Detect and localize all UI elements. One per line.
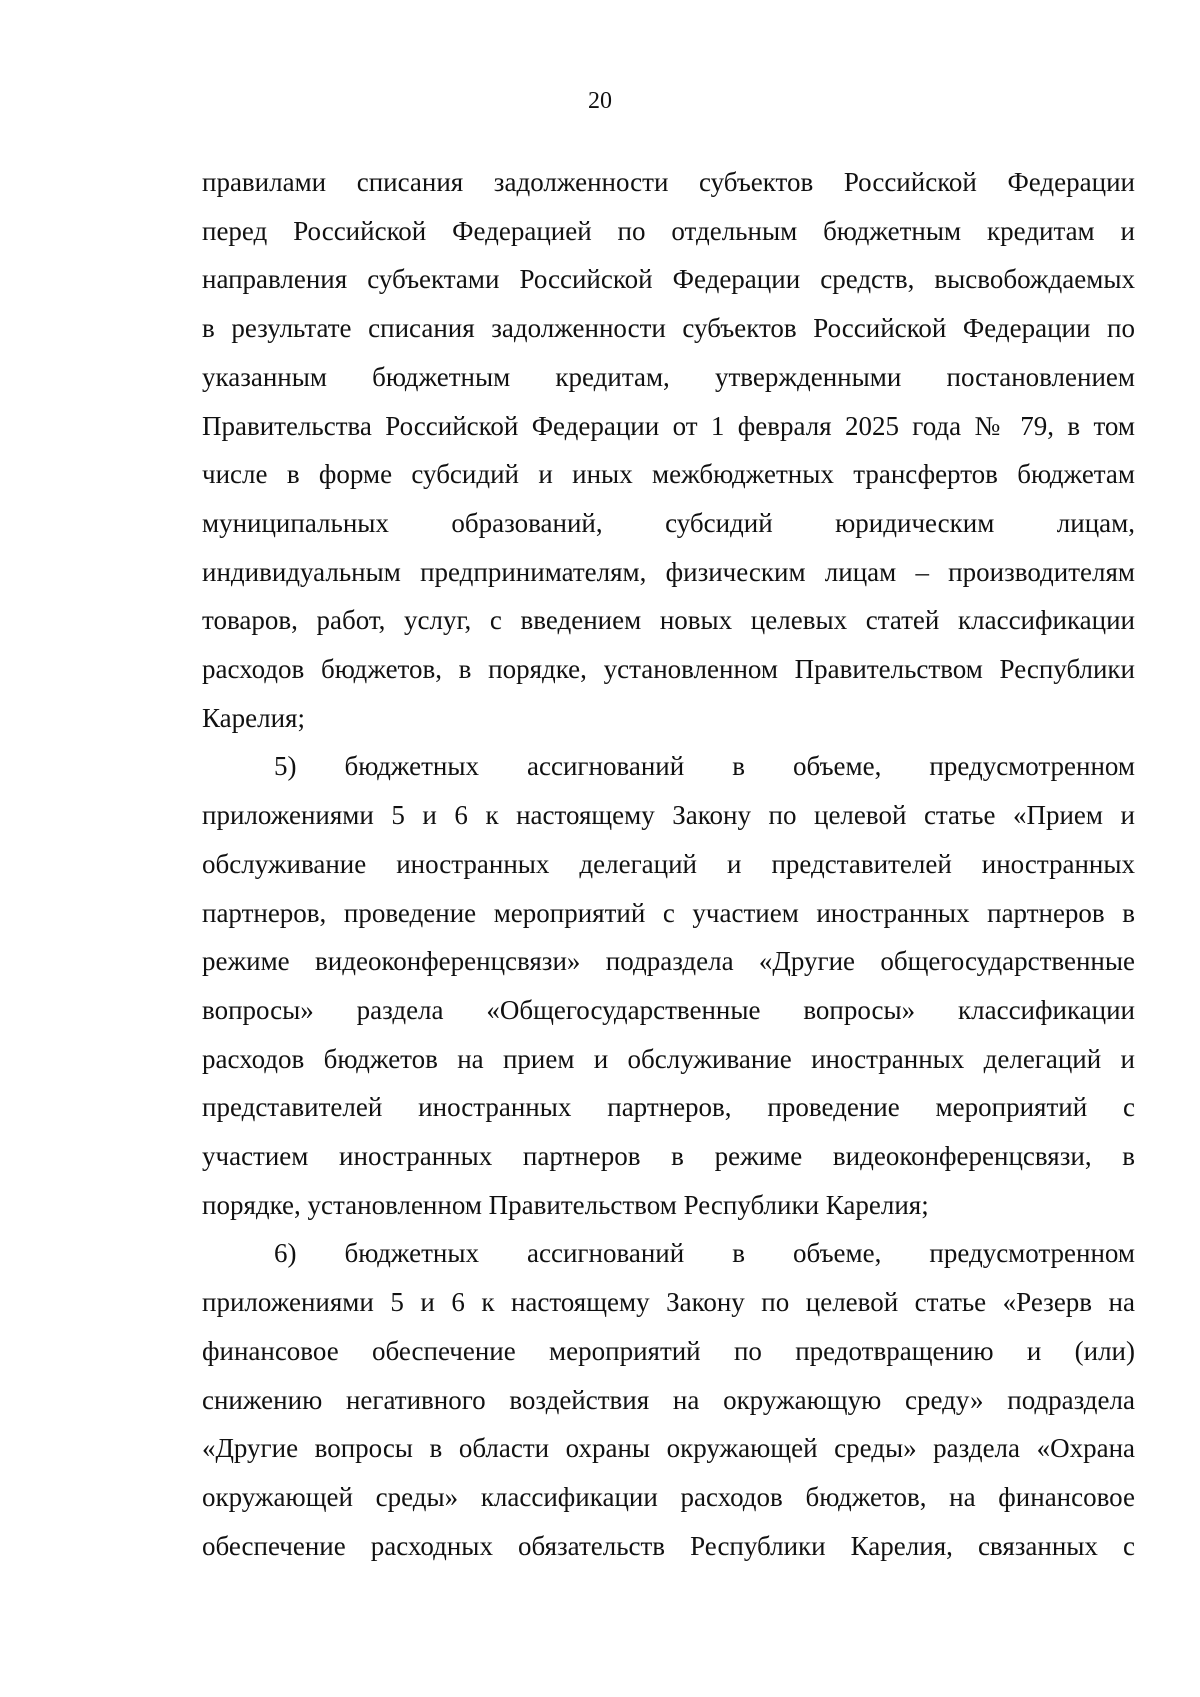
text-line: приложениями 5 и 6 к настоящему Закону по целевой статье «Резерв на (202, 1287, 1135, 1318)
text-line: режиме видеоконференцсвязи» подраздела «Другие общегосударственные (202, 946, 1135, 977)
text-line: муниципальных образований, субсидий юридическим лицам, (202, 507, 1135, 538)
text-line: приложениями 5 и 6 к настоящему Закону по целевой статье «Прием и (202, 800, 1135, 831)
text-line: представителей иностранных партнеров, проведение мероприятий с (202, 1092, 1135, 1123)
document-body (202, 158, 1135, 1570)
text-line: вопросы» раздела «Общегосударственные вопросы» классификации (202, 994, 1135, 1025)
text-line: обеспечение расходных обязательств Республики Карелия, связанных с (202, 1530, 1135, 1561)
text-line: расходов бюджетов, в порядке, установленном Правительством Республики (202, 654, 1135, 685)
text-line: числе в форме субсидий и иных межбюджетных трансфертов бюджетам (202, 459, 1135, 490)
text-line: окружающей среды» классификации расходов бюджетов, на финансовое (202, 1481, 1135, 1512)
paragraph-1 (202, 158, 1135, 742)
text-line: правилами списания задолженности субъектов Российской Федерации (202, 167, 1135, 197)
text-line: направления субъектами Российской Федерации средств, высвобождаемых (202, 264, 1135, 295)
text-line: расходов бюджетов на прием и обслуживание иностранных делегаций и (202, 1043, 1135, 1074)
text-line: индивидуальным предпринимателям, физическим лицам – производителям (202, 556, 1135, 587)
text-line: «Другие вопросы в области охраны окружающей среды» раздела «Охрана (202, 1433, 1135, 1464)
text-line: снижению негативного воздействия на окружающую среду» подраздела (202, 1384, 1135, 1415)
text-line: 6) бюджетных ассигнований в объеме, предусмотренном (274, 1238, 1135, 1269)
text-line: финансовое обеспечение мероприятий по предотвращению и (или) (202, 1335, 1135, 1366)
text-line: указанным бюджетным кредитам, утвержденными постановлением (202, 361, 1135, 392)
paragraph-item-5 (202, 742, 1135, 1229)
text-line: в результате списания задолженности субъектов Российской Федерации по (202, 313, 1135, 344)
text-line: товаров, работ, услуг, с введением новых целевых статей классификации (202, 605, 1135, 636)
page-number: 20 (588, 88, 612, 114)
text-line: партнеров, проведение мероприятий с участием иностранных партнеров в (202, 897, 1135, 928)
paragraph-item-6 (202, 1229, 1135, 1570)
text-line: 5) бюджетных ассигнований в объеме, предусмотренном (274, 751, 1135, 782)
text-line: участием иностранных партнеров в режиме видеоконференцсвязи, в (202, 1141, 1135, 1172)
text-line: обслуживание иностранных делегаций и представителей иностранных (202, 848, 1135, 879)
text-line: порядке, установленном Правительством Республики Карелия; (202, 1189, 929, 1220)
text-line: Правительства Российской Федерации от 1 февраля 2025 года № 79, в том (202, 410, 1135, 441)
text-line: Карелия; (202, 702, 305, 733)
text-line: перед Российской Федерацией по отдельным бюджетным кредитам и (202, 215, 1135, 246)
